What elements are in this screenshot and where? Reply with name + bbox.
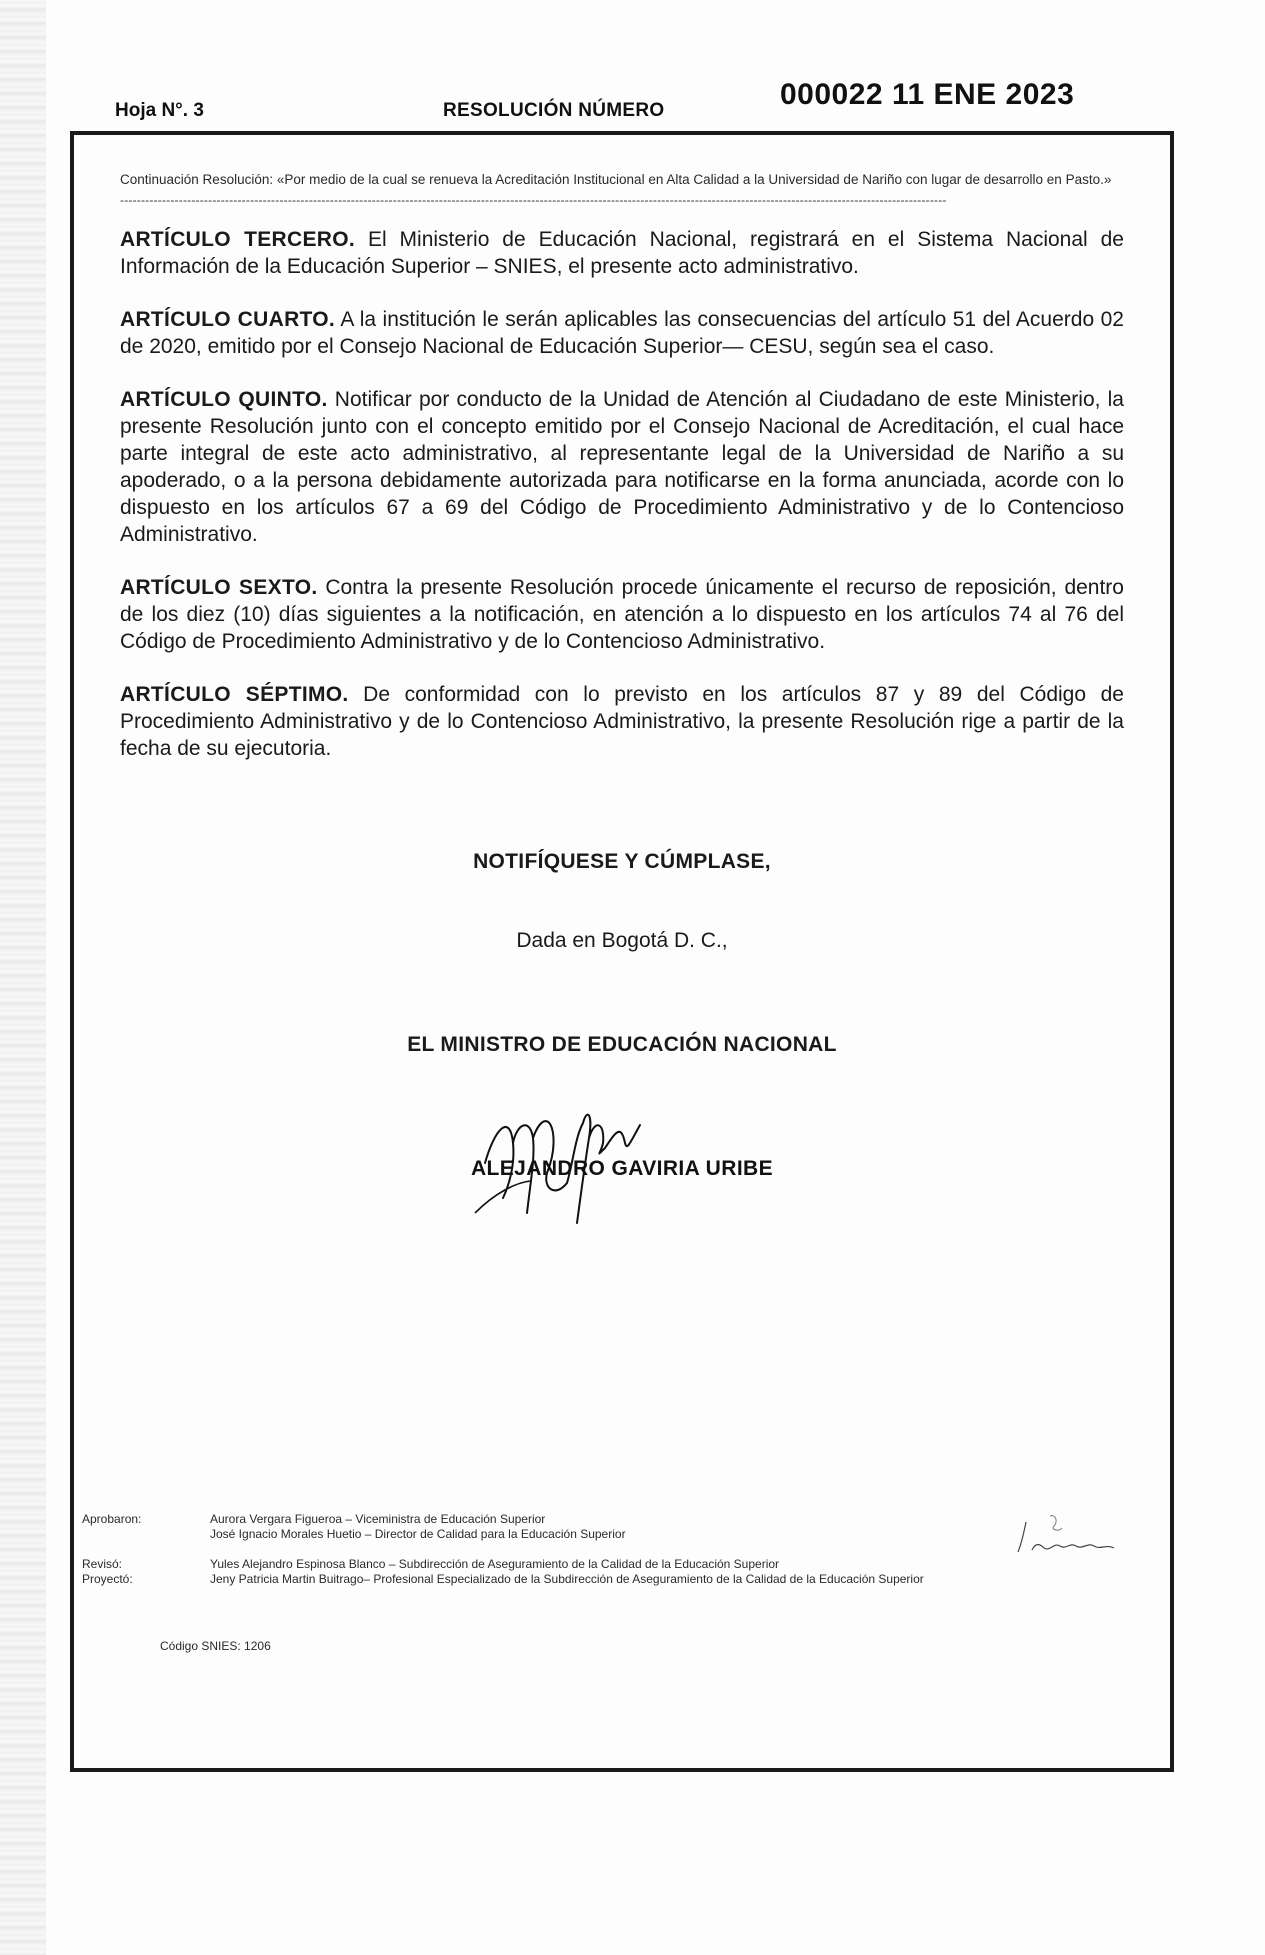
reviewed-name: Yules Alejandro Espinosa Blanco – Subdirección de Aseguramiento de la Calidad de la Educación Superior [210,1557,780,1571]
article-heading: ARTÍCULO CUARTO. [120,308,336,331]
resolution-label: RESOLUCIÓN NÚMERO [443,100,665,121]
signature-block [120,1105,1124,1245]
article-quinto [120,386,1124,548]
article-text: Contra la presente Resolución procede únicamente el recurso de reposición, dentro de los diez (10) días siguientes a la notificación, en atención a lo dispuesto en los artículos 74 al 76 del Código de Procedimiento Administrativo y de lo Contencioso Administrativo. [120,576,1124,653]
given-in-line: Dada en Bogotá D. C., [516,929,728,952]
signer-name: ALEJANDRO GAVIRIA URIBE [470,1157,774,1180]
article-septimo [120,681,1124,762]
project-name: Jeny Patricia Martin Buitrago– Profesional Especializado de la Subdirección de Aseguramiento de la Calidad de la Educación Superior [210,1572,924,1586]
credits-block [82,1512,924,1587]
approved-label: Aprobaron: [82,1512,142,1526]
resolution-number-date: 000022 11 ENE 2023 [780,78,1075,111]
article-text: De conformidad con lo previsto en los artículos 87 y 89 del Código de Procedimiento Administrativo y de lo Contencioso Administrativo, la presente Resolución rige a partir de la fecha de su ejecutoria. [120,683,1124,760]
article-heading: ARTÍCULO SÉPTIMO. [120,683,349,706]
article-tercero [120,226,1124,280]
minister-title: EL MINISTRO DE EDUCACIÓN NACIONAL [407,1033,837,1056]
article-text: A la institución le serán aplicables las consecuencias del artículo 51 del Acuerdo 02 de 2020, emitido por el Consejo Nacional de Educación Superior— CESU, según sea el caso. [120,308,1124,358]
project-label: Proyectó: [82,1572,133,1586]
project-row [82,1572,924,1587]
article-text: El Ministerio de Educación Nacional, registrará en el Sistema Nacional de Información de la Educación Superior – SNIES, el presente acto administrativo. [120,228,1124,278]
scan-edge-artifact [0,0,46,1955]
document-body [120,171,1124,1245]
reviewed-row [82,1557,924,1572]
approved-row [82,1527,924,1542]
continuation-note: Continuación Resolución: «Por medio de la cual se renueva la Acreditación Institucional en Alta Calidad a la Universidad de Nariño con lugar de desarrollo en Pasto.» [120,172,1112,187]
approved-name: Aurora Vergara Figueroa – Viceministra de Educación Superior [210,1512,546,1526]
approved-row [82,1512,924,1527]
approved-name: José Ignacio Morales Huetio – Director de Calidad para la Educación Superior [210,1527,626,1541]
article-text: Notificar por conducto de la Unidad de Atención al Ciudadano de este Ministerio, la presente Resolución junto con el concepto emitido por el Consejo Nacional de Acreditación, el cual hace parte integral de este acto administrativo, al representante legal de la Universidad de Nariño a su apoderado, o a la persona debidamente autorizada para notificarse en la forma anunciada, acorde con lo dispuesto en los artículos 67 a 69 del Código de Procedimiento Administrativo y de lo Contencioso Administrativo. [120,388,1124,546]
snies-code: Código SNIES: 1206 [160,1639,271,1653]
page-header [0,0,1265,140]
article-sexto [120,574,1124,655]
page-number: Hoja N°. 3 [115,100,204,121]
article-heading: ARTÍCULO TERCERO. [120,228,356,251]
article-cuarto [120,306,1124,360]
article-heading: ARTÍCULO SEXTO. [120,576,318,599]
notify-heading: NOTIFÍQUESE Y CÚMPLASE, [473,850,771,873]
handwritten-signature [455,1103,695,1243]
initials-signature [1010,1512,1140,1556]
dashed-separator: ----------------------------------------------------------------------------------------------------------------------------------------------------------------------------------------------------- [120,194,947,206]
reviewed-label: Revisó: [82,1557,123,1571]
article-heading: ARTÍCULO QUINTO. [120,388,328,411]
